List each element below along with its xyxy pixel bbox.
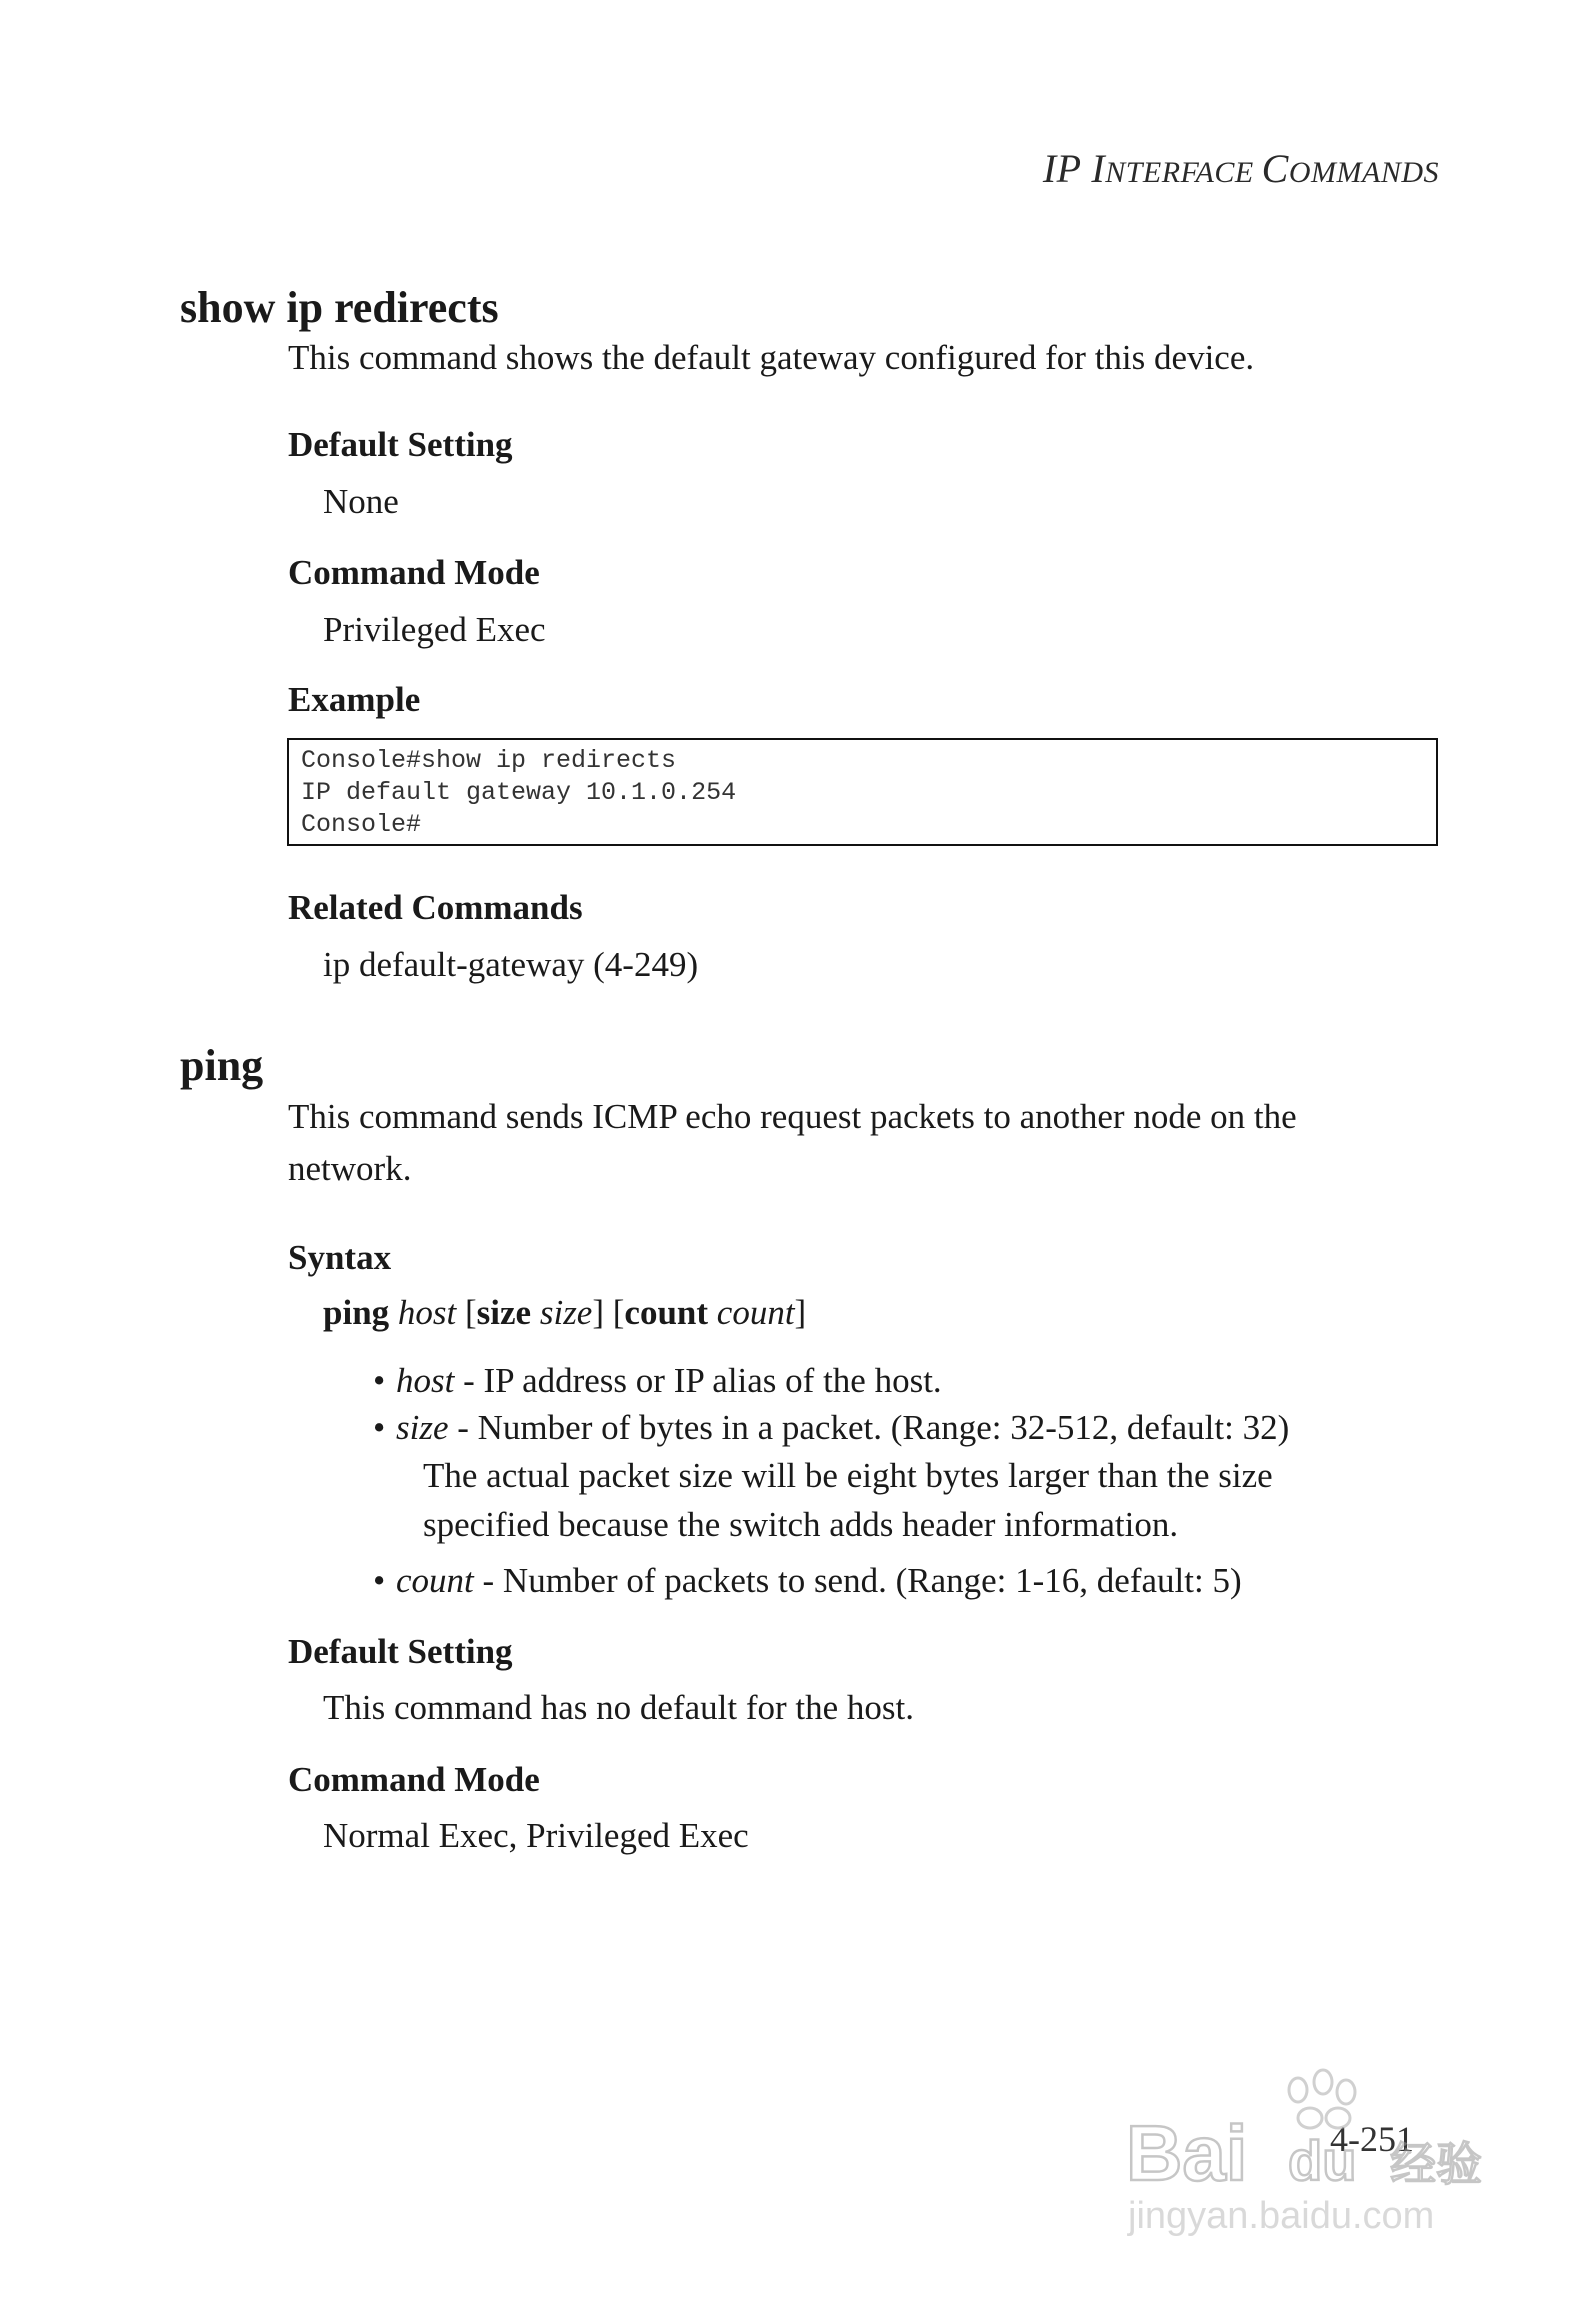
header-cap-i: I (1091, 146, 1106, 191)
bullet-icon: • (373, 1408, 386, 1447)
bullet-term: host (396, 1361, 455, 1400)
syntax-heading: Syntax (288, 1238, 392, 1277)
syntax-count-keyword: count (624, 1293, 709, 1332)
syntax-bracket: ] (794, 1293, 807, 1332)
syntax-host-arg: host (397, 1293, 457, 1332)
syntax-line (323, 1293, 806, 1333)
command-mode-heading: Command Mode (288, 553, 540, 592)
syntax-size-keyword: size (476, 1293, 532, 1332)
bullet-continuation: specified because the switch adds header information. (423, 1505, 1179, 1544)
svg-text:Bai: Bai (1126, 2109, 1248, 2197)
running-header (1043, 145, 1439, 192)
default-setting-value: This command has no default for the host. (323, 1688, 914, 1727)
command-mode-value: Normal Exec, Privileged Exec (323, 1816, 749, 1855)
syntax-size-arg: size (539, 1293, 593, 1332)
bullet-text: - IP address or IP alias of the host. (454, 1361, 942, 1400)
default-setting-heading: Default Setting (288, 425, 513, 464)
header-sc-ommands: OMMANDS (1288, 156, 1439, 189)
syntax-bracket: [ (604, 1293, 625, 1332)
syntax-bracket: [ (456, 1293, 477, 1332)
related-commands-heading: Related Commands (288, 888, 583, 927)
section-description-line2: network. (288, 1149, 412, 1188)
default-setting-heading: Default Setting (288, 1632, 513, 1671)
bullet-continuation: The actual packet size will be eight bytes larger than the size (423, 1456, 1273, 1495)
list-item (373, 1561, 1242, 1601)
header-prefix: IP (1042, 146, 1092, 191)
example-code-block (287, 738, 1438, 846)
syntax-command: ping (323, 1293, 390, 1332)
svg-text:jingyan.baidu.com: jingyan.baidu.com (1128, 2195, 1435, 2237)
bullet-icon: • (373, 1561, 386, 1600)
section-title-show-ip-redirects: show ip redirects (180, 283, 499, 332)
bullet-text: - Number of bytes in a packet. (Range: 32-512, default: 32) (448, 1408, 1290, 1447)
bullet-icon: • (373, 1361, 386, 1400)
code-line: Console#show ip redirects (301, 746, 677, 775)
example-heading: Example (288, 680, 421, 719)
section-description-line1: This command sends ICMP echo request packets to another node on the (288, 1097, 1297, 1136)
bullet-text: - Number of packets to send. (Range: 1-16, default: 5) (473, 1561, 1242, 1600)
bullet-term: count (396, 1561, 474, 1600)
baidu-watermark-icon (1118, 2060, 1488, 2240)
command-mode-heading: Command Mode (288, 1760, 540, 1799)
syntax-count-arg: count (716, 1293, 795, 1332)
page-number: 4-251 (1330, 2119, 1414, 2159)
syntax-bracket: ] (592, 1293, 604, 1332)
section-description: This command shows the default gateway configured for this device. (288, 338, 1255, 377)
bullet-term: size (396, 1408, 449, 1447)
command-mode-value: Privileged Exec (323, 610, 546, 649)
list-item (373, 1408, 1290, 1448)
header-sc-nterface: NTERFACE (1105, 156, 1262, 189)
code-line: IP default gateway 10.1.0.254 (301, 778, 737, 807)
header-cap-c: C (1261, 146, 1289, 191)
list-item (373, 1361, 942, 1401)
section-title-ping: ping (180, 1041, 264, 1090)
default-setting-value: None (323, 482, 399, 521)
code-line: Console# (301, 810, 422, 839)
related-commands-value: ip default-gateway (4-249) (323, 945, 699, 984)
svg-text:经验: 经验 (1390, 2138, 1482, 2190)
svg-text:du: du (1288, 2129, 1357, 2192)
